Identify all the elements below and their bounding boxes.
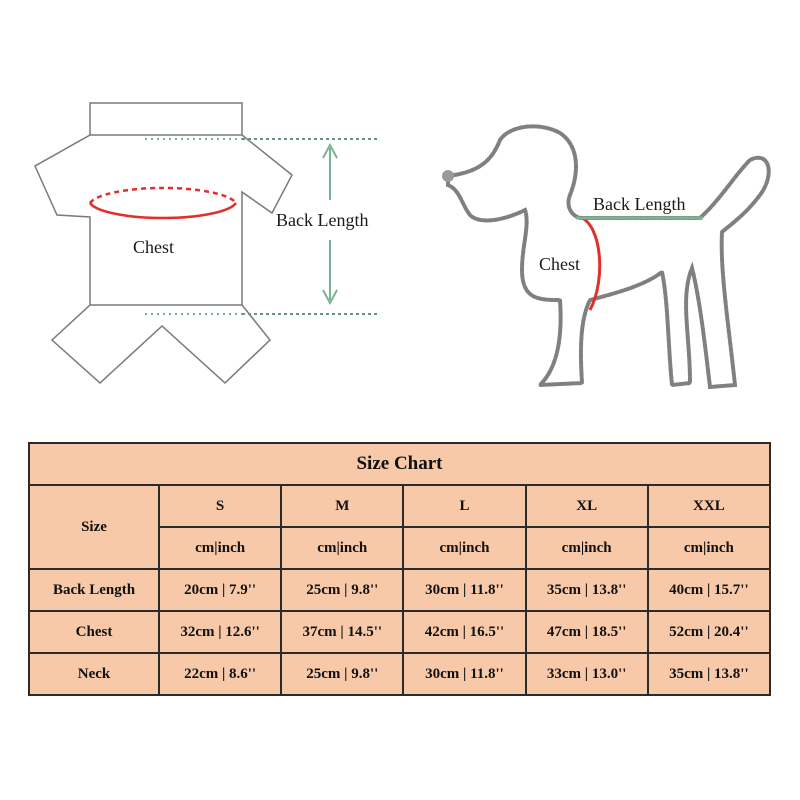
- table-cell: 37cm | 14.5'': [281, 611, 403, 653]
- size-col-m: M: [281, 485, 403, 527]
- dog-chest-measure: [580, 217, 600, 310]
- table-cell: 32cm | 12.6'': [159, 611, 281, 653]
- size-header-cell: Size: [29, 485, 159, 569]
- size-col-xl: XL: [526, 485, 648, 527]
- size-col-l: L: [403, 485, 525, 527]
- table-row-chest: [29, 611, 770, 653]
- table-cell: 20cm | 7.9'': [159, 569, 281, 611]
- table-cell: 22cm | 8.6'': [159, 653, 281, 695]
- unit-label: cm|inch: [403, 527, 525, 569]
- dog-illustration: [442, 126, 769, 387]
- table-cell: 42cm | 16.5'': [403, 611, 525, 653]
- table-cell: 30cm | 11.8'': [403, 653, 525, 695]
- table-cell: 25cm | 9.8'': [281, 569, 403, 611]
- unit-label: cm|inch: [526, 527, 648, 569]
- table-cell: 33cm | 13.0'': [526, 653, 648, 695]
- size-col-xxl: XXL: [648, 485, 770, 527]
- garment-back-length-label: Back Length: [276, 210, 369, 230]
- garment-chest-label: Chest: [133, 237, 175, 257]
- table-cell: 30cm | 11.8'': [403, 569, 525, 611]
- size-chart-title: Size Chart: [29, 443, 770, 485]
- table-row-neck: [29, 653, 770, 695]
- dog-outline: [448, 126, 769, 387]
- dog-back-length-label: Back Length: [593, 194, 686, 214]
- unit-label: cm|inch: [648, 527, 770, 569]
- table-row-back-length: [29, 569, 770, 611]
- garment-chest-measure: [90, 188, 236, 218]
- size-col-s: S: [159, 485, 281, 527]
- dog-chest-label: Chest: [539, 254, 581, 274]
- unit-label: cm|inch: [281, 527, 403, 569]
- size-header-row: [29, 485, 770, 527]
- table-cell: 35cm | 13.8'': [526, 569, 648, 611]
- row-label: Neck: [29, 653, 159, 695]
- table-cell: 25cm | 9.8'': [281, 653, 403, 695]
- table-cell: 40cm | 15.7'': [648, 569, 770, 611]
- unit-label: cm|inch: [159, 527, 281, 569]
- size-chart-title-row: [29, 443, 770, 485]
- row-label: Chest: [29, 611, 159, 653]
- row-label: Back Length: [29, 569, 159, 611]
- size-chart-table: [28, 442, 771, 696]
- table-cell: 35cm | 13.8'': [648, 653, 770, 695]
- table-cell: 47cm | 18.5'': [526, 611, 648, 653]
- dog-eye: [442, 170, 454, 182]
- table-cell: 52cm | 20.4'': [648, 611, 770, 653]
